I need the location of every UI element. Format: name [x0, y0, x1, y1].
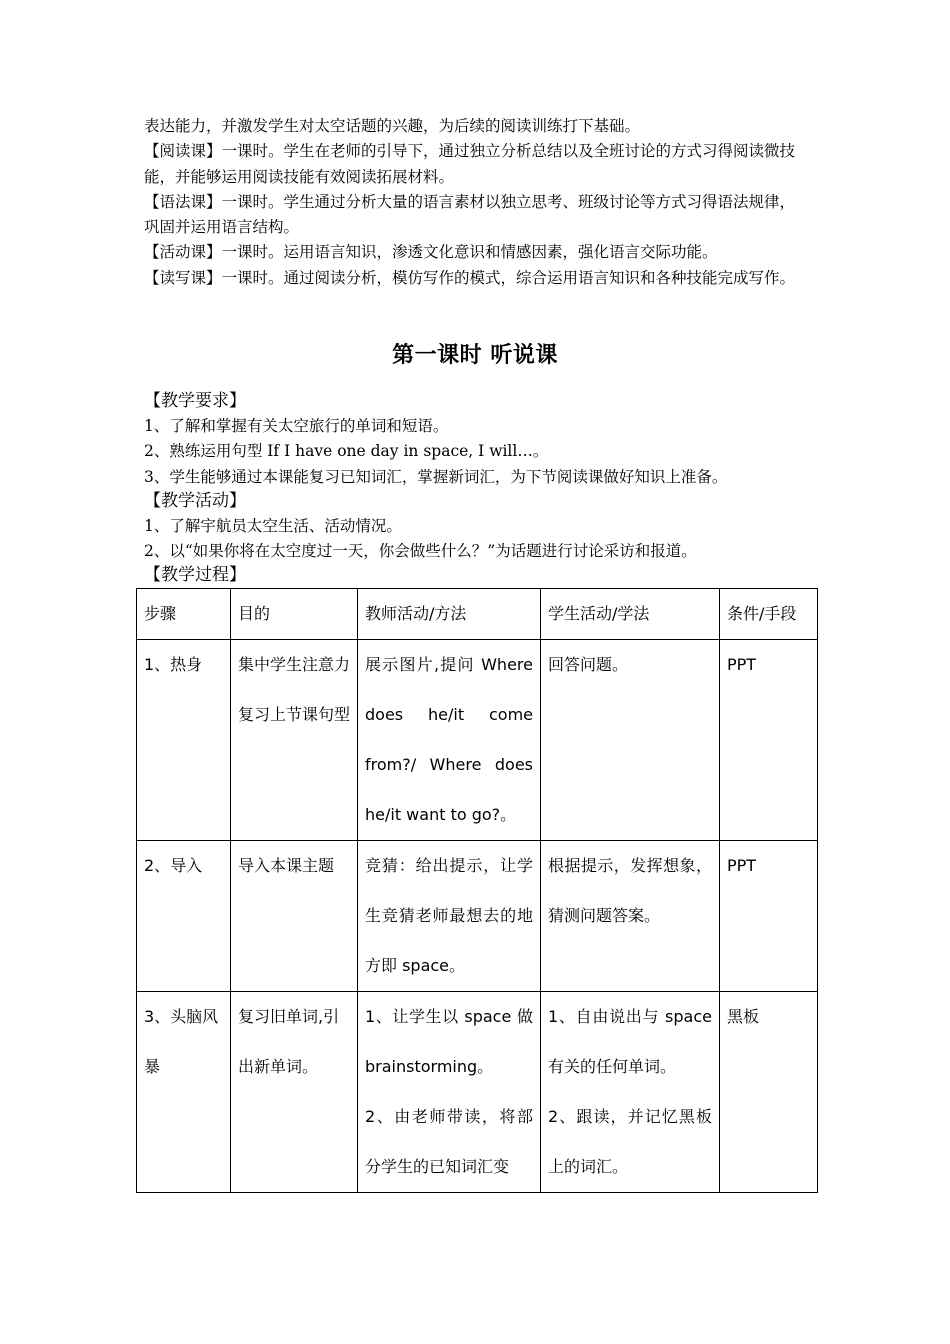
- teacher-activity-cell: [358, 992, 541, 1193]
- activity-item: 2、以“如果你将在太空度过一天，你会做些什么？”为话题进行讨论采访和报道。: [144, 542, 697, 561]
- teacher-activity-cell: 展示图片,提问 Where does he/it come from?/ Where does he/it want to go?。: [358, 640, 541, 841]
- teacher-activity-step-1: 1、让学生以 space 做 brainstorming。: [365, 1007, 533, 1076]
- activities-heading: 【教学活动】: [144, 491, 246, 511]
- student-activity-cell: [541, 992, 720, 1193]
- requirements-section: [144, 389, 814, 490]
- requirements-heading: 【教学要求】: [144, 391, 246, 411]
- activities-section: [144, 489, 814, 565]
- purpose-cell: 导入本课主题: [231, 841, 358, 992]
- student-activity-step-1: 1、自由说出与 space 有关的任何单词。: [548, 1007, 712, 1076]
- requirement-item: 2、熟练运用句型 If I have one day in space, I will…。: [144, 442, 549, 461]
- teacher-activity-step-2: 2、由老师带读，将部分学生的已知词汇变: [365, 1107, 533, 1176]
- activity-item: 1、了解宇航员太空生活、活动情况。: [144, 517, 402, 535]
- teacher-activity-cell: 竞猜：给出提示，让学生竞猜老师最想去的地方即 space。: [358, 841, 541, 992]
- intro-line-1: 表达能力，并激发学生对太空话题的兴趣，为后续的阅读训练打下基础。: [144, 117, 641, 135]
- means-cell: PPT: [720, 640, 818, 841]
- column-header: 学生活动/学法: [541, 589, 720, 640]
- requirement-item: 1、了解和掌握有关太空旅行的单词和短语。: [144, 417, 449, 435]
- means-cell: PPT: [720, 841, 818, 992]
- student-activity-cell: 根据提示，发挥想象，猜测问题答案。: [541, 841, 720, 992]
- intro-reading-writing-lesson: 【读写课】一课时。通过阅读分析，模仿写作的模式，综合运用语言知识和各种技能完成写作。: [144, 268, 796, 287]
- column-header: 步骤: [137, 589, 231, 640]
- process-table: [136, 588, 818, 1193]
- step-cell: 1、热身: [137, 640, 231, 841]
- intro-activity-lesson: 【活动课】一课时。运用语言知识，渗透文化意识和情感因素，强化语言交际功能。: [144, 243, 718, 262]
- student-activity-step-2: 2、跟读，并记忆黑板上的词汇。: [548, 1107, 712, 1176]
- table-row: [137, 640, 818, 841]
- student-activity-cell: 回答问题。: [541, 640, 720, 841]
- step-cell: 2、导入: [137, 841, 231, 992]
- column-header: 目的: [231, 589, 358, 640]
- means-cell: 黑板: [720, 992, 818, 1193]
- process-section: [144, 563, 814, 588]
- requirement-item: 3、学生能够通过本课能复习已知词汇，掌握新词汇，为下节阅读课做好知识上准备。: [144, 467, 728, 486]
- column-header: 条件/手段: [720, 589, 818, 640]
- table-row: [137, 992, 818, 1193]
- table-row: [137, 841, 818, 992]
- purpose-cell: 复习旧单词,引出新单词。: [231, 992, 358, 1193]
- table-header-row: [137, 589, 818, 640]
- intro-grammar-lesson: 【语法课】一课时。学生通过分析大量的语言素材以独立思考、班级讨论等方式习得语法规律，巩固并运用语言结构。: [144, 192, 796, 237]
- purpose-cell: 集中学生注意力复习上节课句型: [231, 640, 358, 841]
- lesson-title: 第一课时 听说课: [392, 343, 558, 368]
- step-cell: 3、头脑风暴: [137, 992, 231, 1193]
- intro-reading-lesson: 【阅读课】一课时。学生在老师的引导下，通过独立分析总结以及全班讨论的方式习得阅读微技能，并能够运用阅读技能有效阅读拓展材料。: [144, 142, 796, 186]
- process-heading: 【教学过程】: [144, 565, 246, 585]
- intro-paragraphs: [144, 114, 809, 291]
- column-header: 教师活动/方法: [358, 589, 541, 640]
